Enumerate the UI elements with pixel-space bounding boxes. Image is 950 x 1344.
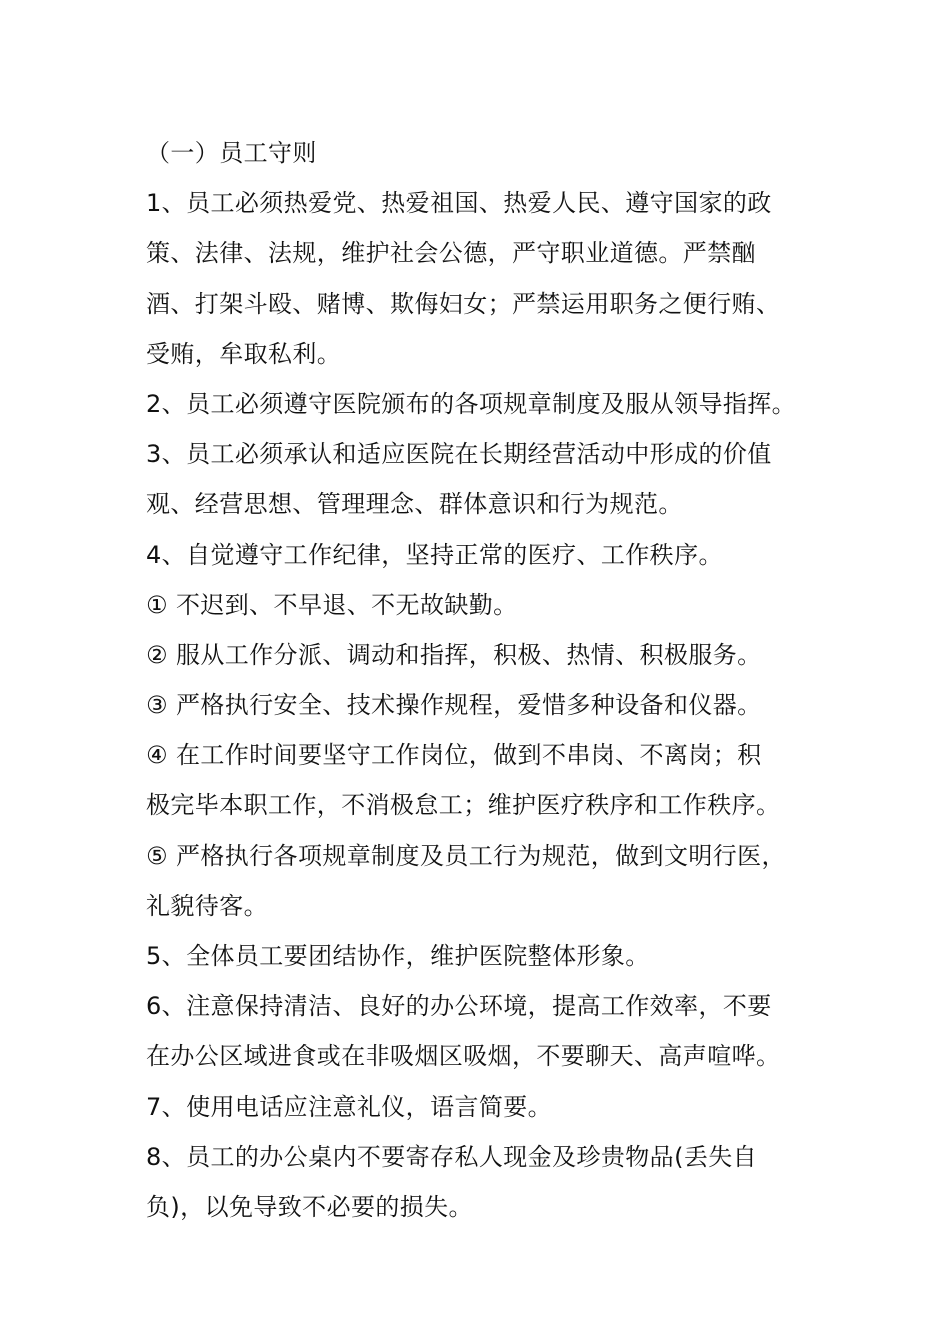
text-line: 8、员工的办公桌内不要寄存私人现金及珍贵物品(丢失自	[146, 1142, 758, 1171]
text-line: 6、注意保持清洁、良好的办公环境，提高工作效率，不要	[146, 992, 772, 1021]
text-line: 1、员工必须热爱党、热爱祖国、热爱人民、遵守国家的政	[146, 189, 772, 218]
text-line: ① 不迟到、不早退、不无故缺勤。	[146, 590, 518, 619]
text-line: ③ 严格执行安全、技术操作规程，爱惜多种设备和仪器。	[146, 691, 762, 720]
text-line: 3、员工必须承认和适应医院在长期经营活动中形成的价值	[146, 440, 772, 469]
text-line: ② 服从工作分派、调动和指挥，积极、热情、积极服务。	[146, 640, 762, 669]
text-line: 酒、打架斗殴、赌博、欺侮妇女；严禁运用职务之便行贿、	[146, 289, 781, 318]
document-body	[146, 128, 826, 1232]
text-line: 4、自觉遵守工作纪律，坚持正常的医疗、工作秩序。	[146, 540, 723, 569]
text-line: 在办公区域进食或在非吸烟区吸烟，不要聊天、高声喧哗。	[146, 1042, 781, 1071]
text-line: 7、使用电话应注意礼仪，语言简要。	[146, 1092, 553, 1121]
text-line: 观、经营思想、管理理念、群体意识和行为规范。	[146, 490, 683, 519]
text-line: 极完毕本职工作，不消极怠工；维护医疗秩序和工作秩序。	[146, 791, 781, 820]
section-title: （一）员工守则	[146, 139, 317, 167]
text-line: ④ 在工作时间要坚守工作岗位，做到不串岗、不离岗；积	[146, 741, 762, 770]
text-line: 2、员工必须遵守医院颁布的各项规章制度及服从领导指挥。	[146, 389, 797, 418]
text-line: 策、法律、法规，维护社会公德，严守职业道德。严禁酗	[146, 239, 756, 268]
text-line: 负)，以免导致不必要的损失。	[146, 1192, 473, 1221]
text-line: ⑤ 严格执行各项规章制度及员工行为规范，做到文明行医，	[146, 841, 786, 870]
text-line: 礼貌待客。	[146, 891, 268, 920]
text-line: 受贿，牟取私利。	[146, 339, 342, 368]
text-line: 5、全体员工要团结协作，维护医院整体形象。	[146, 942, 650, 970]
